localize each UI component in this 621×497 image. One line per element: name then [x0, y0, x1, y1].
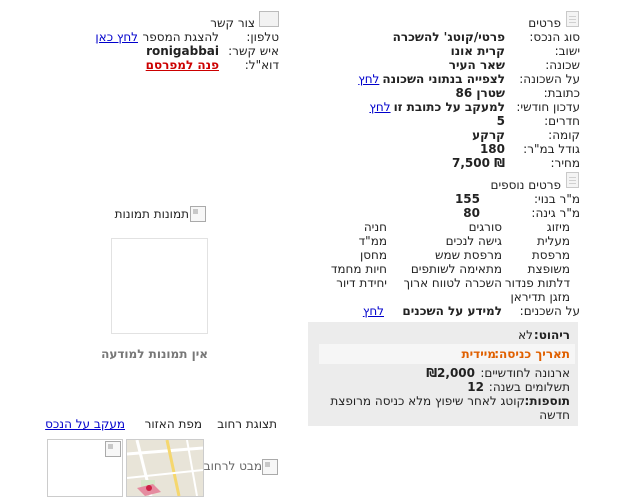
detail-label: עדכון חודשי:: [516, 100, 580, 114]
detail-label: על השכונה:: [519, 72, 580, 86]
detail-value: 5: [496, 114, 505, 128]
detail-link[interactable]: לחץ: [369, 100, 391, 114]
detail-value: שטרן 86: [455, 86, 505, 100]
feature-item: חיות מחמד: [330, 262, 387, 276]
tab-area-map[interactable]: מפת האזור: [144, 417, 202, 431]
feature-item: חניה: [363, 220, 387, 234]
contact-person-value: ronigabbai: [146, 44, 219, 58]
detail-label: סוג הנכס:: [529, 30, 580, 44]
detail-label: שכונה:: [545, 58, 580, 72]
phone-label: טלפון:: [246, 30, 279, 44]
building-area-value: 155: [454, 192, 480, 206]
detail-label: קומה:: [548, 128, 580, 142]
payments-value: 12: [467, 380, 484, 394]
broken-image-icon: [262, 459, 278, 475]
feature-item: מחסן: [359, 248, 387, 262]
feature-item: יחידת דיור: [336, 276, 387, 290]
detail-link[interactable]: לחץ: [358, 72, 380, 86]
photo-frame[interactable]: [111, 238, 208, 334]
payments-label: תשלומים בשנה:: [488, 380, 570, 394]
entry-date-value: מיידית: [461, 347, 496, 361]
detail-label: ישוב:: [554, 44, 580, 58]
building-area-label: מ"ר בנוי:: [534, 192, 580, 206]
arnona-value: ₪2,000: [426, 366, 475, 380]
additions-label: תוספות:: [524, 394, 570, 408]
additions-value: קוטג לאחר שיפוץ מלא כניסה מרופצת חדשה: [330, 394, 570, 422]
feature-item: מרפסת שמש: [434, 248, 502, 262]
detail-label: כתובת:: [543, 86, 580, 100]
entry-date-label: תאריך כניסה:: [494, 347, 570, 361]
detail-value: 180: [479, 142, 505, 156]
details-header: פרטים: [528, 16, 561, 30]
envelope-icon: [259, 11, 279, 27]
detail-value: למעקב על כתובת זו: [393, 100, 505, 114]
feature-item: גישה לנכים: [445, 234, 502, 248]
map-graphic: [127, 440, 203, 496]
email-label: דוא"ל:: [244, 58, 279, 72]
tab-street-view[interactable]: תצוגת רחוב: [217, 417, 277, 431]
photos-alt-text: תמונות תמונות: [114, 207, 189, 221]
detail-label: גודל במ"ר:: [523, 142, 580, 156]
furniture-value: לא: [518, 328, 533, 342]
area-map-thumbnail[interactable]: [126, 439, 204, 497]
detail-label: חדרים:: [544, 114, 580, 128]
document-icon: [566, 11, 579, 27]
tab-track-property[interactable]: מעקב על הנכס: [45, 417, 125, 431]
furniture-label: ריהוט:: [533, 328, 570, 342]
detail-value: לצפייה בנתוני השכונה: [382, 72, 505, 86]
street-view-alt-text: מבט לרחוב: [203, 459, 262, 473]
feature-item: מרפסת: [531, 248, 570, 262]
detail-value: שאר העיר: [448, 58, 505, 72]
feature-item: דלתות פנדור: [504, 276, 570, 290]
show-phone-link[interactable]: לחץ כאן: [95, 30, 138, 44]
phone-text: להצגת המספר: [142, 30, 219, 44]
detail-label: מחיר:: [550, 156, 580, 170]
neighbors-link[interactable]: לחץ: [362, 304, 384, 318]
detail-value: קרית אונו: [450, 44, 505, 58]
contact-header: צור קשר: [210, 16, 255, 30]
garden-area-label: מ"ר גינה:: [531, 206, 580, 220]
detail-value: פרטי/קוטג' להשכרה: [392, 30, 505, 44]
feature-item: משופצת: [527, 262, 570, 276]
feature-item: מיזוג: [546, 220, 570, 234]
feature-item: השכרה לטווח ארוך: [403, 276, 502, 290]
no-photos-text: אין תמונות למודעה: [101, 347, 208, 361]
broken-image-icon: [105, 441, 121, 457]
feature-item: מעלית: [536, 234, 570, 248]
arnona-label: ארנונה לחודשיים:: [480, 366, 570, 380]
extra-details-header: פרטים נוספים: [490, 178, 561, 192]
feature-item: מתאימה לשותפים: [410, 262, 502, 276]
neighbors-value: למידע על השכנים: [402, 304, 502, 318]
detail-value: קרקע: [472, 128, 505, 142]
feature-item: ממ"ד: [358, 234, 387, 248]
neighbors-label: על השכנים:: [519, 304, 580, 318]
garden-area-value: 80: [463, 206, 480, 220]
broken-image-icon: [190, 206, 206, 222]
contact-person-label: איש קשר:: [228, 44, 279, 58]
detail-value: ₪ 7,500: [452, 156, 505, 170]
feature-item: סורגים: [468, 220, 502, 234]
document-icon: [566, 172, 579, 188]
feature-item: מזגן תדיראן: [510, 290, 570, 304]
contact-advertiser-link[interactable]: פנה למפרסם: [145, 58, 219, 72]
